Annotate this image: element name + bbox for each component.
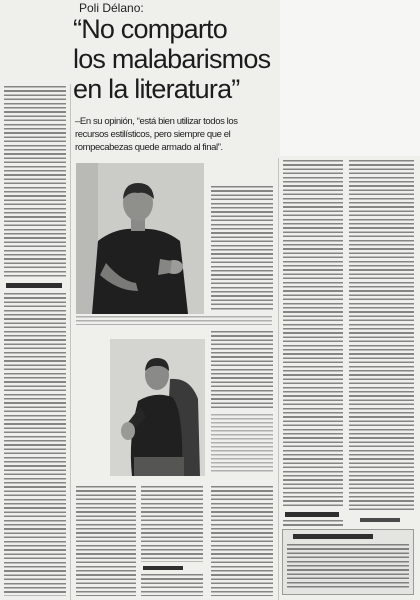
body-text-column xyxy=(211,486,273,596)
article-deck xyxy=(75,115,275,154)
deck-line: recursos estilísticos, pero siempre que el xyxy=(75,129,231,140)
column-rule xyxy=(70,84,71,600)
deck-line: –En su opinión, “está bien utilizar todos los xyxy=(75,116,238,127)
headline-line: los malabarismos xyxy=(73,44,271,74)
deck-line: rompecabezas quede armado al final”. xyxy=(75,142,223,153)
section-subheading xyxy=(285,512,339,517)
section-subheading xyxy=(6,283,62,288)
photo-caption xyxy=(76,316,272,325)
sidebar-box-text xyxy=(287,544,409,590)
body-text-column xyxy=(211,331,273,410)
article-kicker: Poli Délano: xyxy=(79,1,144,15)
body-text-column xyxy=(349,160,414,510)
photo-caption xyxy=(211,414,273,472)
blank-top-right-area xyxy=(280,0,420,156)
body-text-column xyxy=(283,520,343,526)
photo-author-armchair xyxy=(110,339,205,476)
article-headline xyxy=(73,14,270,104)
sidebar-box xyxy=(282,529,414,595)
author-byline xyxy=(360,518,400,522)
body-text-column xyxy=(4,86,66,278)
subject-forearm xyxy=(158,259,172,275)
body-text-column xyxy=(4,293,66,596)
photo-author-seated xyxy=(76,163,204,314)
subject-trousers xyxy=(134,457,184,476)
body-text-column xyxy=(211,186,273,310)
subject-hand xyxy=(121,422,135,440)
headline-line: “No comparto xyxy=(73,14,227,44)
body-text-column xyxy=(76,486,136,596)
body-text-column xyxy=(283,160,343,506)
body-text-column xyxy=(141,486,203,562)
headline-line: en la literatura” xyxy=(73,74,240,104)
column-rule xyxy=(278,158,279,600)
section-subheading xyxy=(143,566,183,570)
body-text-column xyxy=(141,574,203,596)
sidebar-box-heading xyxy=(293,534,373,539)
